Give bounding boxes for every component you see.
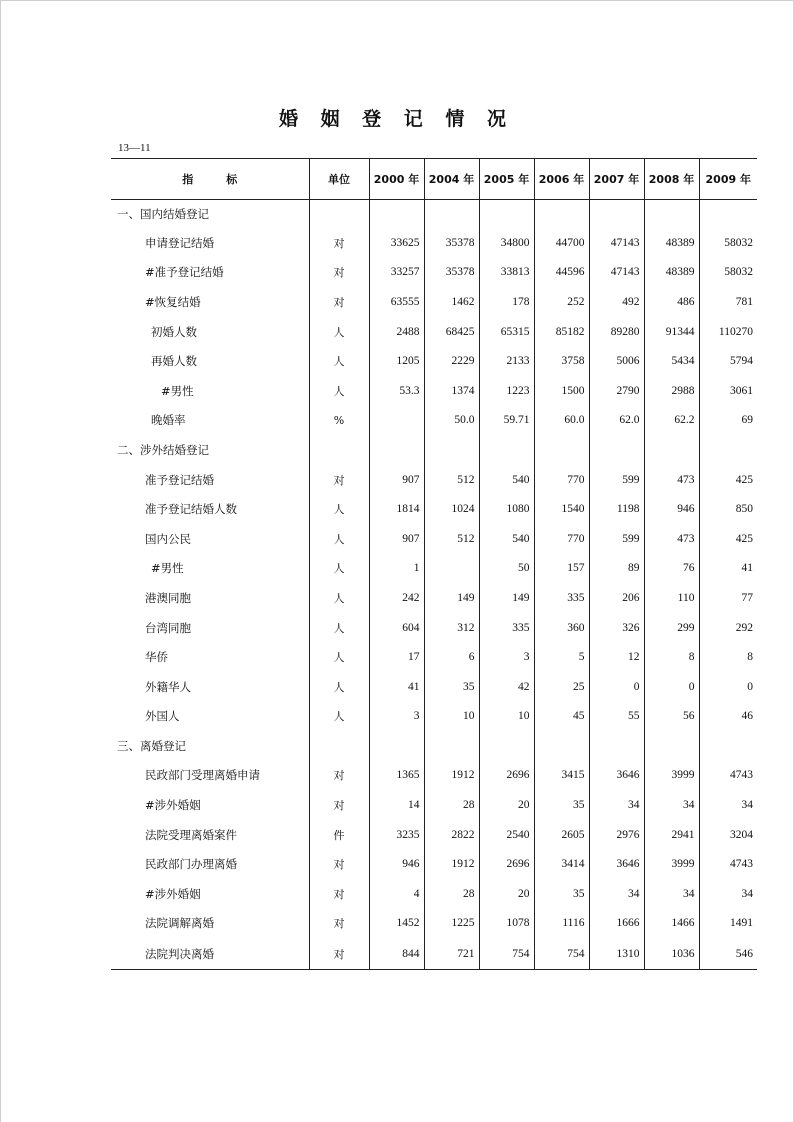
row-value-4: 89 — [589, 554, 644, 584]
row-value-2: 65315 — [479, 317, 534, 347]
row-value-1 — [424, 554, 479, 584]
header-unit: 单位 — [309, 159, 369, 200]
row-value-2: 178 — [479, 287, 534, 317]
row-value-2: 1223 — [479, 376, 534, 406]
row-value-6: 4743 — [730, 858, 753, 871]
row-indicator-label: #涉外婚姻 — [145, 886, 201, 901]
row-value-6: 850 — [735, 503, 753, 516]
row-value-5 — [644, 435, 699, 465]
row-value-2: 20 — [479, 879, 534, 909]
row-value-6: 46 — [741, 710, 753, 723]
row-indicator-label: 台湾同胞 — [145, 620, 191, 635]
row-value-1: 2822 — [424, 820, 479, 850]
row-value-6 — [699, 731, 757, 761]
row-value-1: 1024 — [424, 494, 479, 524]
row-value-2: 149 — [479, 583, 534, 613]
row-value-1: 1462 — [424, 287, 479, 317]
row-indicator-label: 准予登记结婚人数 — [145, 502, 237, 517]
row-value-5: 0 — [644, 672, 699, 702]
table-row — [111, 465, 757, 495]
row-value-5: 1466 — [644, 909, 699, 939]
row-value-3: 252 — [534, 287, 589, 317]
row-value-5: 3999 — [644, 761, 699, 791]
row-value-6: 0 — [747, 680, 753, 693]
table-row — [111, 317, 757, 347]
row-value-4: 2976 — [589, 820, 644, 850]
row-unit: 人 — [309, 672, 369, 702]
table-row — [111, 672, 757, 702]
row-value-6: 110270 — [718, 325, 753, 338]
row-value-4: 326 — [589, 613, 644, 643]
row-value-6: 58032 — [724, 236, 753, 249]
row-value-3: 335 — [534, 583, 589, 613]
row-value-1: 1225 — [424, 909, 479, 939]
row-value-3: 60.0 — [534, 406, 589, 436]
table-row — [111, 790, 757, 820]
row-value-0: 4 — [369, 879, 424, 909]
row-value-4: 1666 — [589, 909, 644, 939]
row-unit: 对 — [309, 287, 369, 317]
header-year-2009: 2009 年 — [699, 159, 757, 200]
row-value-2: 59.71 — [479, 406, 534, 436]
row-value-6: 77 — [741, 591, 753, 604]
row-value-6: 8 — [747, 651, 753, 664]
row-value-6: 425 — [735, 532, 753, 545]
row-value-5: 110 — [644, 583, 699, 613]
row-indicator-label: #涉外婚姻 — [145, 798, 201, 813]
table-row — [111, 583, 757, 613]
row-value-1: 35 — [424, 672, 479, 702]
row-unit: 人 — [309, 583, 369, 613]
row-value-1 — [424, 435, 479, 465]
row-unit: 件 — [309, 820, 369, 850]
row-value-5: 946 — [644, 494, 699, 524]
row-value-2: 540 — [479, 524, 534, 554]
row-value-2: 754 — [479, 938, 534, 970]
row-value-3: 35 — [534, 790, 589, 820]
row-indicator-label: #准予登记结婚 — [145, 265, 224, 280]
row-value-5: 2941 — [644, 820, 699, 850]
table-row — [111, 731, 757, 761]
row-value-3: 35 — [534, 879, 589, 909]
row-value-3: 1500 — [534, 376, 589, 406]
row-value-2: 540 — [479, 465, 534, 495]
row-value-0: 33625 — [369, 228, 424, 258]
row-value-1: 149 — [424, 583, 479, 613]
row-value-0: 242 — [369, 583, 424, 613]
row-value-0: 33257 — [369, 258, 424, 288]
row-value-2: 1080 — [479, 494, 534, 524]
row-value-0: 907 — [369, 465, 424, 495]
row-value-4: 12 — [589, 642, 644, 672]
row-indicator-label: 法院受理离婚案件 — [145, 827, 237, 842]
table-row — [111, 200, 757, 229]
row-value-5: 2988 — [644, 376, 699, 406]
row-value-2: 335 — [479, 613, 534, 643]
row-indicator-label: 再婚人数 — [151, 354, 197, 369]
row-value-4: 0 — [589, 672, 644, 702]
table-row — [111, 228, 757, 258]
row-value-5: 62.2 — [644, 406, 699, 436]
row-value-0: 907 — [369, 524, 424, 554]
row-value-4: 62.0 — [589, 406, 644, 436]
row-value-0: 53.3 — [369, 376, 424, 406]
table-row — [111, 346, 757, 376]
row-unit: 人 — [309, 554, 369, 584]
table-row — [111, 938, 757, 970]
row-value-0: 41 — [369, 672, 424, 702]
row-value-2: 33813 — [479, 258, 534, 288]
row-value-0 — [369, 435, 424, 465]
row-value-4: 1310 — [589, 938, 644, 970]
row-value-4: 599 — [589, 524, 644, 554]
row-value-1: 68425 — [424, 317, 479, 347]
table-row — [111, 849, 757, 879]
row-value-0: 3 — [369, 702, 424, 732]
row-value-4: 206 — [589, 583, 644, 613]
row-value-1: 35378 — [424, 258, 479, 288]
row-indicator-label: 准予登记结婚 — [145, 472, 214, 487]
row-value-4: 3646 — [589, 761, 644, 791]
row-indicator-label: 法院判决离婚 — [145, 946, 214, 961]
row-value-6 — [699, 200, 757, 229]
row-value-6: 781 — [735, 295, 753, 308]
row-value-5: 48389 — [644, 258, 699, 288]
row-value-3: 3758 — [534, 346, 589, 376]
row-value-2: 42 — [479, 672, 534, 702]
row-value-3 — [534, 731, 589, 761]
row-unit: 人 — [309, 702, 369, 732]
row-value-6: 58032 — [724, 266, 753, 279]
row-value-1: 50.0 — [424, 406, 479, 436]
row-value-1: 512 — [424, 524, 479, 554]
table-row — [111, 258, 757, 288]
page-border-left — [0, 0, 1, 1122]
row-value-3: 157 — [534, 554, 589, 584]
row-value-0 — [369, 406, 424, 436]
row-value-6: 546 — [735, 947, 753, 960]
row-value-4: 1198 — [589, 494, 644, 524]
row-indicator-label: 民政部门办理离婚 — [145, 857, 237, 872]
page-border-top — [0, 0, 793, 1]
table-row — [111, 613, 757, 643]
row-unit: 人 — [309, 317, 369, 347]
row-value-5: 299 — [644, 613, 699, 643]
row-value-1 — [424, 200, 479, 229]
row-value-1: 512 — [424, 465, 479, 495]
row-value-1: 721 — [424, 938, 479, 970]
row-indicator-label: 民政部门受理离婚申请 — [145, 768, 260, 783]
table-row — [111, 524, 757, 554]
row-value-4: 34 — [589, 790, 644, 820]
table-row — [111, 435, 757, 465]
row-value-3: 770 — [534, 465, 589, 495]
row-value-6: 5794 — [730, 355, 753, 368]
table-row — [111, 909, 757, 939]
table-row — [111, 642, 757, 672]
row-value-5: 8 — [644, 642, 699, 672]
row-unit: 人 — [309, 494, 369, 524]
table-row — [111, 761, 757, 791]
row-value-0: 1452 — [369, 909, 424, 939]
row-value-2: 2540 — [479, 820, 534, 850]
row-value-6: 292 — [735, 621, 753, 634]
row-unit: 对 — [309, 258, 369, 288]
row-value-6: 41 — [741, 562, 753, 575]
row-value-2: 10 — [479, 702, 534, 732]
row-unit: 对 — [309, 228, 369, 258]
row-value-2: 2133 — [479, 346, 534, 376]
row-value-5: 48389 — [644, 228, 699, 258]
row-value-1: 1912 — [424, 761, 479, 791]
row-value-1: 1912 — [424, 849, 479, 879]
row-value-3: 360 — [534, 613, 589, 643]
row-value-4: 5006 — [589, 346, 644, 376]
row-value-4: 599 — [589, 465, 644, 495]
table-row — [111, 820, 757, 850]
row-value-5: 34 — [644, 790, 699, 820]
row-value-4: 3646 — [589, 849, 644, 879]
row-unit: 人 — [309, 376, 369, 406]
row-value-3: 44700 — [534, 228, 589, 258]
row-unit — [309, 731, 369, 761]
row-value-3: 25 — [534, 672, 589, 702]
row-value-5: 76 — [644, 554, 699, 584]
row-value-2: 20 — [479, 790, 534, 820]
table-number: 13—11 — [118, 142, 151, 154]
row-value-1: 10 — [424, 702, 479, 732]
row-indicator-label: 申请登记结婚 — [145, 235, 214, 250]
row-value-3: 1116 — [534, 909, 589, 939]
row-value-3: 44596 — [534, 258, 589, 288]
row-value-6: 34 — [741, 887, 753, 900]
row-value-5: 473 — [644, 465, 699, 495]
row-value-4: 89280 — [589, 317, 644, 347]
row-value-4: 34 — [589, 879, 644, 909]
row-value-2: 3 — [479, 642, 534, 672]
row-value-0: 604 — [369, 613, 424, 643]
row-value-6: 34 — [741, 799, 753, 812]
row-indicator-label: 三、离婚登记 — [117, 738, 186, 753]
row-value-2: 2696 — [479, 849, 534, 879]
header-year-2006: 2006 年 — [534, 159, 589, 200]
header-year-2004: 2004 年 — [424, 159, 479, 200]
row-unit: 对 — [309, 465, 369, 495]
row-value-0: 844 — [369, 938, 424, 970]
table-body — [111, 200, 757, 970]
row-value-5: 91344 — [644, 317, 699, 347]
row-value-2 — [479, 435, 534, 465]
row-unit: % — [309, 406, 369, 436]
table-row — [111, 376, 757, 406]
table-header-row — [111, 159, 757, 200]
row-value-3 — [534, 435, 589, 465]
row-value-3: 754 — [534, 938, 589, 970]
row-value-5: 1036 — [644, 938, 699, 970]
header-year-2005: 2005 年 — [479, 159, 534, 200]
row-value-6: 1491 — [730, 917, 753, 930]
row-value-3: 3414 — [534, 849, 589, 879]
row-value-0 — [369, 731, 424, 761]
row-value-5: 486 — [644, 287, 699, 317]
row-value-0 — [369, 200, 424, 229]
row-value-3: 770 — [534, 524, 589, 554]
row-value-1: 2229 — [424, 346, 479, 376]
row-unit: 人 — [309, 642, 369, 672]
row-value-2: 50 — [479, 554, 534, 584]
table-row — [111, 702, 757, 732]
row-indicator-label: 法院调解离婚 — [145, 916, 214, 931]
row-value-1: 312 — [424, 613, 479, 643]
row-value-1: 28 — [424, 790, 479, 820]
row-value-2: 2696 — [479, 761, 534, 791]
table-row — [111, 406, 757, 436]
row-value-0: 63555 — [369, 287, 424, 317]
row-indicator-label: 二、涉外结婚登记 — [117, 442, 209, 457]
row-value-0: 14 — [369, 790, 424, 820]
row-value-3: 5 — [534, 642, 589, 672]
row-value-0: 1365 — [369, 761, 424, 791]
row-value-3 — [534, 200, 589, 229]
row-unit: 人 — [309, 524, 369, 554]
row-value-4 — [589, 731, 644, 761]
header-year-2007: 2007 年 — [589, 159, 644, 200]
row-unit: 人 — [309, 346, 369, 376]
row-unit: 对 — [309, 938, 369, 970]
row-value-0: 3235 — [369, 820, 424, 850]
row-value-1 — [424, 731, 479, 761]
row-unit: 人 — [309, 613, 369, 643]
row-indicator-label: 初婚人数 — [151, 324, 197, 339]
table-row — [111, 554, 757, 584]
row-indicator-label: 一、国内结婚登记 — [117, 207, 209, 221]
row-indicator-label: 港澳同胞 — [145, 590, 191, 605]
row-value-0: 1814 — [369, 494, 424, 524]
row-value-1: 1374 — [424, 376, 479, 406]
row-value-2 — [479, 731, 534, 761]
row-value-5: 5434 — [644, 346, 699, 376]
row-value-2: 1078 — [479, 909, 534, 939]
row-value-0: 2488 — [369, 317, 424, 347]
row-value-1: 35378 — [424, 228, 479, 258]
row-unit: 对 — [309, 761, 369, 791]
row-indicator-label: 华侨 — [145, 650, 168, 665]
row-indicator-label: 外国人 — [145, 709, 180, 724]
row-value-0: 946 — [369, 849, 424, 879]
row-unit — [309, 200, 369, 229]
row-unit: 对 — [309, 790, 369, 820]
header-year-2000: 2000 年 — [369, 159, 424, 200]
row-value-4 — [589, 435, 644, 465]
row-value-5: 34 — [644, 879, 699, 909]
row-value-4: 55 — [589, 702, 644, 732]
row-value-4: 47143 — [589, 258, 644, 288]
header-year-2008: 2008 年 — [644, 159, 699, 200]
row-value-6: 3204 — [730, 828, 753, 841]
row-value-2: 34800 — [479, 228, 534, 258]
row-indicator-label: 国内公民 — [145, 531, 191, 546]
row-value-4: 2790 — [589, 376, 644, 406]
row-value-0: 1205 — [369, 346, 424, 376]
row-indicator-label: 晚婚率 — [151, 413, 186, 428]
marriage-registration-table — [111, 158, 757, 970]
row-value-3: 2605 — [534, 820, 589, 850]
row-value-6: 4743 — [730, 769, 753, 782]
row-value-2 — [479, 200, 534, 229]
row-value-3: 85182 — [534, 317, 589, 347]
table-row — [111, 494, 757, 524]
row-value-5: 56 — [644, 702, 699, 732]
row-indicator-label: #恢复结婚 — [145, 294, 201, 309]
row-indicator-label: #男性 — [151, 561, 184, 576]
row-value-0: 17 — [369, 642, 424, 672]
row-value-6: 3061 — [730, 384, 753, 397]
row-value-4 — [589, 200, 644, 229]
row-value-1: 28 — [424, 879, 479, 909]
header-indicator: 指 标 — [111, 159, 309, 200]
row-value-6: 69 — [741, 414, 753, 427]
row-unit: 对 — [309, 879, 369, 909]
row-unit: 对 — [309, 909, 369, 939]
row-value-4: 492 — [589, 287, 644, 317]
row-value-1: 6 — [424, 642, 479, 672]
row-value-3: 3415 — [534, 761, 589, 791]
row-unit: 对 — [309, 849, 369, 879]
row-value-5 — [644, 200, 699, 229]
row-indicator-label: 外籍华人 — [145, 679, 191, 694]
page-title: 婚 姻 登 记 情 况 — [278, 108, 515, 130]
row-value-6 — [699, 435, 757, 465]
row-value-3: 1540 — [534, 494, 589, 524]
row-unit — [309, 435, 369, 465]
table-row — [111, 287, 757, 317]
row-indicator-label: #男性 — [161, 383, 194, 398]
row-value-0: 1 — [369, 554, 424, 584]
table-row — [111, 879, 757, 909]
row-value-5 — [644, 731, 699, 761]
row-value-6: 425 — [735, 473, 753, 486]
row-value-3: 45 — [534, 702, 589, 732]
row-value-5: 473 — [644, 524, 699, 554]
row-value-4: 47143 — [589, 228, 644, 258]
row-value-5: 3999 — [644, 849, 699, 879]
